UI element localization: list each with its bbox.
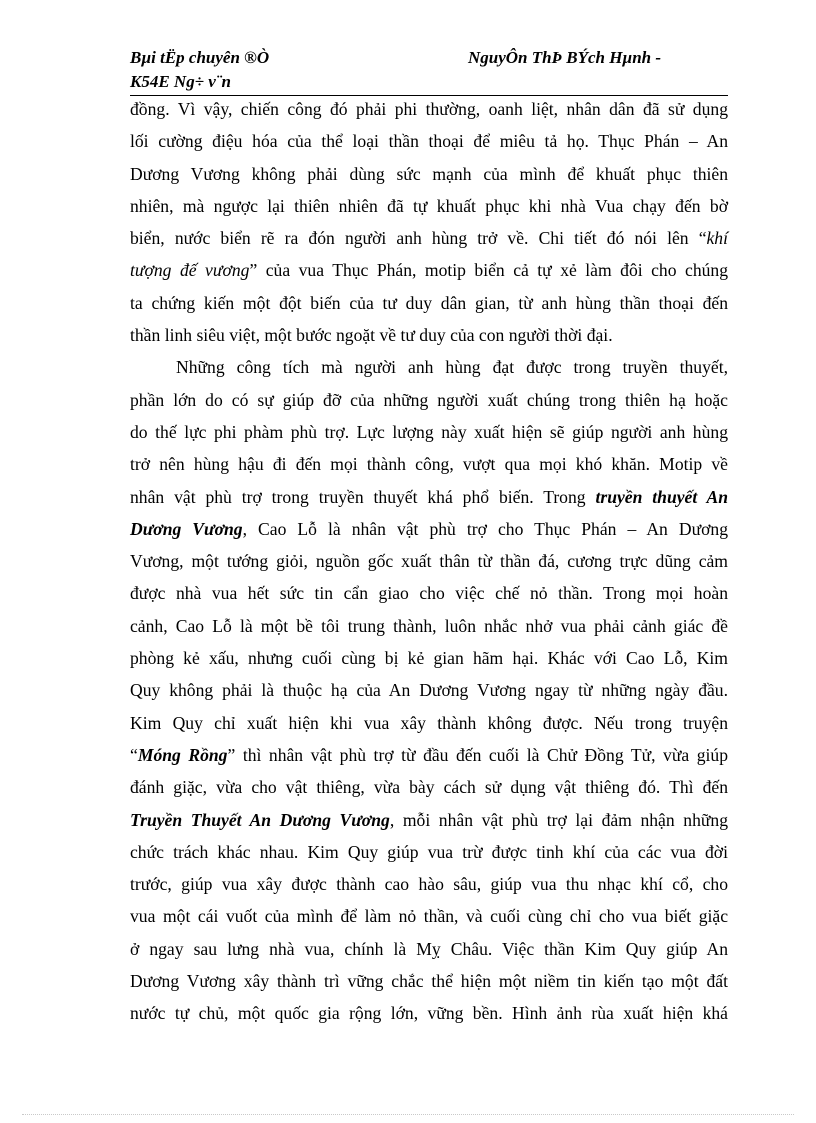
text-line xyxy=(130,933,728,965)
text-segment: Kim Quy chỉ xuất hiện khi vua xây thành không được. Nếu trong truyện xyxy=(130,712,728,733)
text-segment: trước, giúp vua xây được thành cao hào sâu, giúp vua thu nhạc khí cổ, cho xyxy=(130,874,728,895)
emphasized-text: Móng Rồng xyxy=(137,744,228,765)
emphasized-text: tượng đế vương xyxy=(130,260,250,281)
emphasized-text: truyền thuyết An xyxy=(595,486,728,507)
text-line xyxy=(130,642,728,674)
text-line xyxy=(130,577,728,609)
text-line xyxy=(130,254,728,286)
text-line xyxy=(130,900,728,932)
text-line xyxy=(130,739,728,771)
text-segment: cảnh, Cao Lỗ là một bề tôi trung thành, luôn nhắc nhở vua phải cảnh giác đề xyxy=(130,615,728,636)
header-author-name: NguyÔn ThÞ BÝch Hµnh - xyxy=(468,48,662,67)
text-line xyxy=(130,868,728,900)
text-line xyxy=(130,481,728,513)
text-segment: nhiên, mà ngược lại thiên nhiên đã tự khuất phục khi nhà Vua chạy đến bờ xyxy=(130,195,728,216)
header-course-title: Bµi tËp chuyên ®Ò xyxy=(130,48,270,67)
text-line xyxy=(130,707,728,739)
text-line xyxy=(130,287,728,319)
text-segment: được nhà vua hết sức tin cẩn giao cho việc chế nỏ thần. Trong mọi hoàn xyxy=(130,583,728,604)
header-class-name: K54E Ng÷ v¨n xyxy=(130,72,231,91)
text-line xyxy=(130,513,728,545)
text-line xyxy=(130,997,728,1029)
text-segment: , Cao Lỗ là nhân vật phù trợ cho Thục Phán – An Dương xyxy=(242,518,729,539)
text-segment: lối cường điệu hóa của thể loại thần thoại để miêu tả họ. Thục Phán – An xyxy=(130,131,728,152)
text-line xyxy=(130,836,728,868)
text-segment: Vương, một tướng giỏi, nguồn gốc xuất thân từ thần đá, cương trực dũng cảm xyxy=(130,551,728,572)
text-segment: Dương Vương xây thành trì vững chắc thể hiện một niềm tin kiến tạo một đất xyxy=(130,971,728,992)
text-line xyxy=(130,771,728,803)
text-segment: vua một cái vuốt của mình để làm nỏ thần, và cuối cùng chỉ cho vua biết giặc xyxy=(130,906,728,927)
text-segment: đồng. Vì vậy, chiến công đó phải phi thường, oanh liệt, nhân dân đã sử dụng xyxy=(130,99,728,119)
text-segment: ” thì nhân vật phù trợ từ đầu đến cuối là Chử Đồng Tử, vừa giúp xyxy=(227,744,728,765)
text-line xyxy=(130,158,728,190)
text-segment: nhân vật phù trợ trong truyền thuyết khá phổ biến. Trong xyxy=(130,486,596,507)
text-segment: ” của vua Thục Phán, motip biển cả tự xẻ làm đôi cho chúng xyxy=(249,260,729,281)
text-line xyxy=(130,448,728,480)
text-segment: Quy không phải là thuộc hạ của An Dương Vương ngay từ những ngày đầu. xyxy=(130,680,728,701)
text-line xyxy=(130,222,728,254)
text-segment: “ xyxy=(130,744,138,765)
emphasized-text: Truyền Thuyết An Dương Vương xyxy=(130,809,390,830)
text-segment: nước tự chủ, một quốc gia rộng lớn, vững bền. Hình ảnh rùa xuất hiện khá xyxy=(130,1003,728,1024)
text-line xyxy=(130,351,728,383)
text-line xyxy=(130,190,728,222)
text-segment: ở ngay sau lưng nhà vua, chính là Mỵ Châu. Việc thần Kim Quy giúp An xyxy=(130,938,728,959)
emphasized-text: khí xyxy=(706,228,728,249)
text-segment: Những công tích mà người anh hùng đạt được trong truyền thuyết, xyxy=(176,357,728,378)
text-line xyxy=(130,416,728,448)
document-body xyxy=(130,93,728,1030)
text-segment: phòng kẻ xấu, nhưng cuối cùng bị kẻ gian hãm hại. Khác với Cao Lỗ, Kim xyxy=(130,648,728,669)
text-line xyxy=(130,545,728,577)
text-line xyxy=(130,965,728,997)
text-line xyxy=(130,384,728,416)
text-segment: đánh giặc, vừa cho vật thiêng, vừa bày cách sử dụng vật thiêng đó. Thì đến xyxy=(130,777,728,798)
text-line xyxy=(130,610,728,642)
text-line xyxy=(130,125,728,157)
text-segment: trở nên hùng hậu đi đến mọi thành công, vượt qua mọi khó khăn. Motip về xyxy=(130,454,728,475)
text-segment: phần lớn do có sự giúp đỡ của những người xuất chúng trong thiên hạ hoặc xyxy=(130,389,728,410)
text-line xyxy=(130,319,728,351)
emphasized-text: Dương Vương xyxy=(130,518,243,539)
text-segment: thần linh siêu việt, một bước ngoặt về tư duy của con người thời đại. xyxy=(130,325,613,346)
text-segment: , mỗi nhân vật phù trợ lại đảm nhận những xyxy=(389,809,728,830)
text-segment: do thế lực phi phàm phù trợ. Lực lượng này xuất hiện sẽ giúp người anh hùng xyxy=(130,421,728,442)
text-line xyxy=(130,804,728,836)
text-line xyxy=(130,93,728,125)
text-segment: Dương Vương không phải dùng sức mạnh của mình để khuất phục thiên xyxy=(130,163,728,184)
text-line xyxy=(130,674,728,706)
text-segment: biển, nước biển rẽ ra đón người anh hùng trở về. Chi tiết đó nói lên “ xyxy=(130,228,707,249)
text-segment: ta chứng kiến một đột biến của tư duy dân gian, từ anh hùng thần thoại đến xyxy=(130,292,728,313)
page-bottom-border xyxy=(22,1114,794,1115)
text-segment: chức trách khác nhau. Kim Quy giúp vua trừ được tinh khí của các vua đời xyxy=(130,841,728,862)
